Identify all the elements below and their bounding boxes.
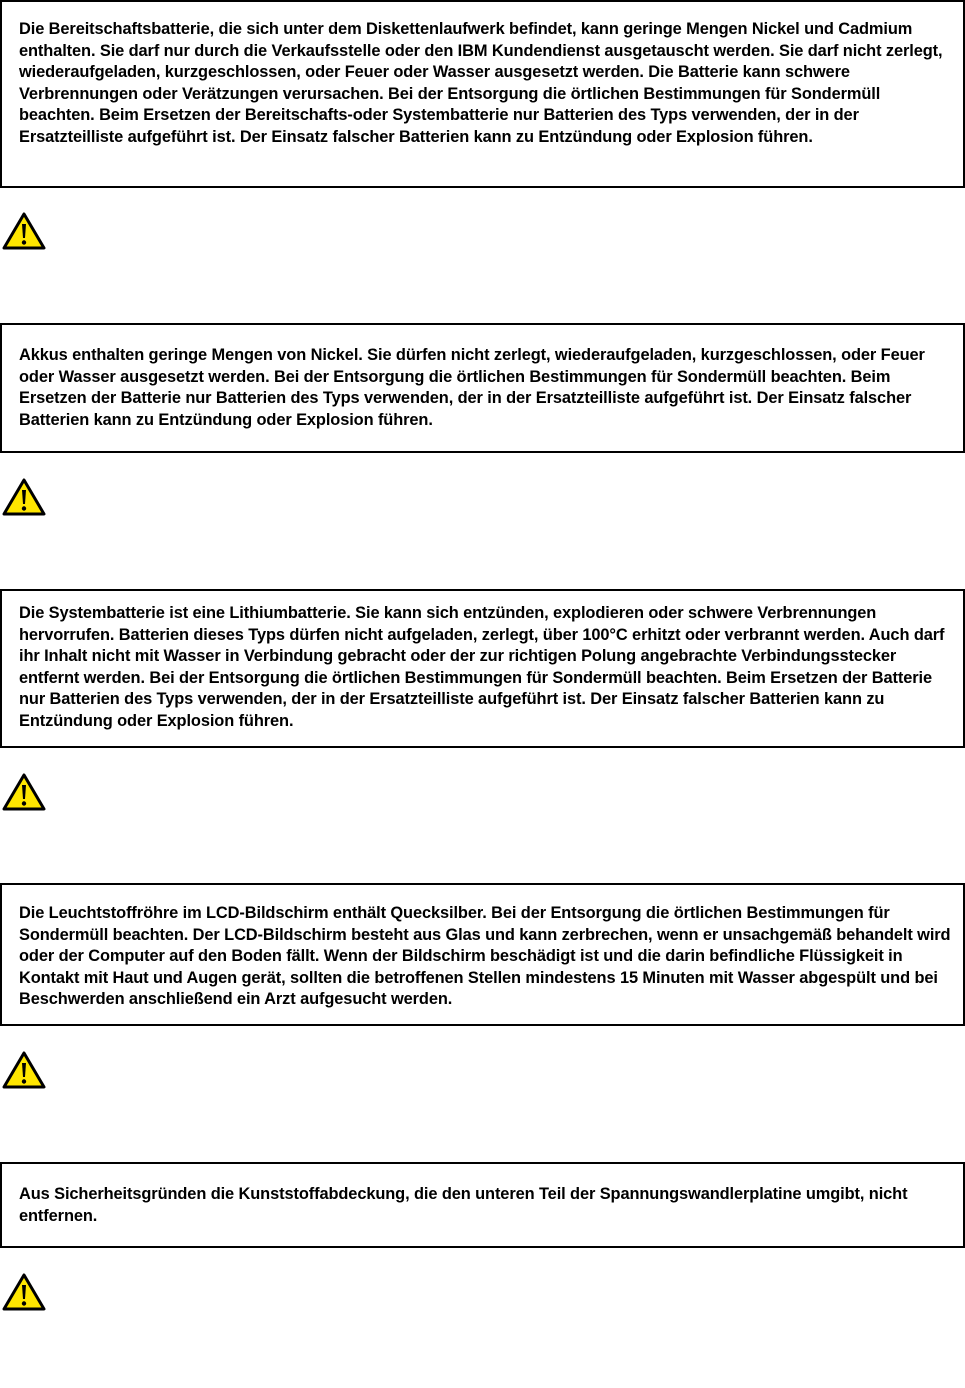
warning-triangle-icon: [2, 1272, 46, 1312]
safety-notice-text: Aus Sicherheitsgründen die Kunststoffabdeckung, die den unteren Teil der Spannungswandlerplatine umgibt, nicht entfernen.: [19, 1185, 908, 1225]
warning-triangle-icon: [2, 772, 46, 812]
safety-notice-3: [0, 589, 965, 748]
safety-notice-4: [0, 883, 965, 1026]
safety-notice-5: [0, 1162, 965, 1248]
safety-notice-text: Die Bereitschaftsbatterie, die sich unter dem Diskettenlaufwerk befindet, kann geringe Mengen Nickel und Cadmium enthalten. Sie darf nur durch die Verkaufsstelle oder den IBM Kundendienst ausgetauscht werden. Sie darf nicht zerlegt, wiederaufgeladen, kurzgeschlossen, oder Feuer oder Wasser ausgesetzt werden. Die Batterie kann schwere Verbrennungen oder Verätzungen verursachen. Bei der Entsorgung die örtlichen Bestimmungen für Sondermüll beachten. Beim Ersetzen der Bereitschafts-oder Systembatterie nur Batterien des Typs verwenden, der in der Ersatzteilliste aufgeführt ist. Der Einsatz falscher Batterien kann zu Entzündung oder Explosion führen.: [19, 20, 943, 146]
warning-triangle-icon: [2, 1050, 46, 1090]
safety-notice-2: [0, 323, 965, 453]
warning-triangle-icon: [2, 211, 46, 251]
warning-triangle-icon: [2, 477, 46, 517]
safety-notice-text: Die Systembatterie ist eine Lithiumbatterie. Sie kann sich entzünden, explodieren oder schwere Verbrennungen hervorrufen. Batterien dieses Typs dürfen nicht aufgeladen, zerlegt, über 100°C erhitzt oder verbrannt werden. Auch darf ihr Inhalt nicht mit Wasser in Verbindung gebracht oder der zur richtigen Polung angebrachte Verbindungsstecker entfernt werden. Bei der Entsorgung die örtlichen Bestimmungen für Sondermüll beachten. Beim Ersetzen der Batterie nur Batterien des Typs verwenden, der in der Ersatzteilliste aufgeführt ist. Der Einsatz falscher Batterien kann zu Entzündung oder Explosion führen.: [19, 604, 945, 730]
safety-notice-text: Akkus enthalten geringe Mengen von Nickel. Sie dürfen nicht zerlegt, wiederaufgeladen, kurzgeschlossen, oder Feuer oder Wasser ausgesetzt werden. Bei der Entsorgung die örtlichen Bestimmungen für Sondermüll beachten. Beim Ersetzen der Batterie nur Batterien des Typs verwenden, der in der Ersatzteilliste aufgeführt ist. Der Einsatz falscher Batterien kann zu Entzündung oder Explosion führen.: [19, 346, 925, 429]
safety-notice-text: Die Leuchtstoffröhre im LCD-Bildschirm enthält Quecksilber. Bei der Entsorgung die örtlichen Bestimmungen für Sondermüll beachten. Der LCD-Bildschirm besteht aus Glas und kann zerbrechen, wenn er unsachgemäß behandelt wird oder der Computer auf den Boden fällt. Wenn der Bildschirm beschädigt ist und die darin befindliche Flüssigkeit in Kontakt mit Haut und Augen gerät, sollten die betroffenen Stellen mindestens 15 Minuten mit Wasser abgespült und bei Beschwerden anschließend ein Arzt aufgesucht werden.: [19, 904, 951, 1008]
safety-notice-1: [0, 0, 965, 188]
